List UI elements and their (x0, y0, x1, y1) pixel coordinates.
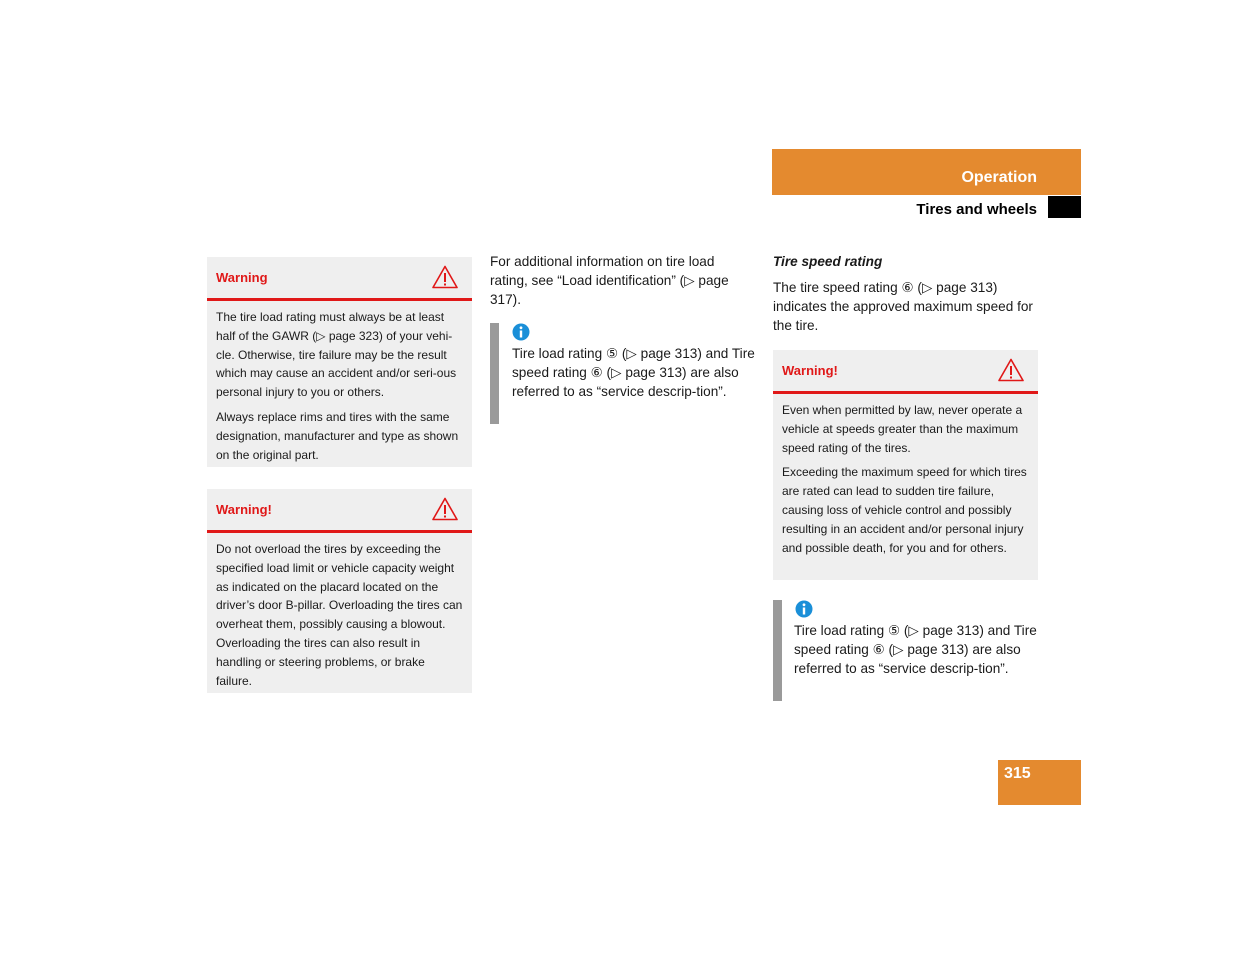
warning-title: Warning (216, 270, 268, 285)
warning-paragraph: Always replace rims and tires with the same designation, manufacturer and type as shown on the original part. (216, 409, 459, 462)
warning-paragraph: Do not overload the tires by exceeding the specified load limit or vehicle capacity weight as indicated on the placard located on the driver’s door B-pillar. Overloading the tires can overheat them, possibly causing a blowout. Overloading the tires can also result in handling or steering problems, or brake failure. (216, 542, 463, 688)
info-icon (512, 323, 530, 341)
warning-paragraph: Even when permitted by law, never operate a vehicle at speeds greater than the maximum speed rating of the tires. (782, 403, 1023, 455)
warning-paragraph: The tire load rating must always be at least half of the GAWR (▷ page 323) of your vehi-cle. Otherwise, tire failure may be the result which may cause an accident and/or seri-ous personal injury to you or others. (216, 310, 457, 400)
section-header-bar (772, 149, 1081, 195)
subsection-title: Tires and wheels (916, 201, 1037, 218)
load-identification-text: For additional information on tire load rating, see “Load identification” (▷ page 317). (490, 254, 729, 307)
info-text: Tire load rating ⑤ (▷ page 313) and Tire speed rating ⑥ (▷ page 313) are also referred to as “service descrip-tion”. (512, 346, 755, 399)
warning-paragraph: Exceeding the maximum speed for which tires are rated can lead to sudden tire failure, causing loss of vehicle control and possibly resulting in an accident and/or personal injury and possible death, for you and for others. (782, 465, 1027, 555)
section-title: Operation (961, 169, 1037, 186)
warning-title: Warning! (782, 363, 838, 378)
warning-header (207, 257, 472, 301)
page-number-box (998, 760, 1081, 805)
warning-header (207, 489, 472, 533)
warning-body (207, 533, 472, 696)
warning-triangle-icon (432, 265, 458, 289)
info-icon (795, 600, 813, 618)
warning-title: Warning! (216, 502, 272, 517)
warning-box-load-rating (207, 257, 472, 467)
tire-speed-rating-text: The tire speed rating ⑥ (▷ page 313) indicates the approved maximum speed for the tire. (773, 280, 1033, 333)
info-box-service-description (773, 600, 1038, 701)
tire-speed-rating-heading: Tire speed rating (773, 254, 883, 269)
warning-body (773, 394, 1038, 563)
warning-body (207, 301, 472, 470)
info-text: Tire load rating ⑤ (▷ page 313) and Tire speed rating ⑥ (▷ page 313) are also referred to as “service descrip-tion”. (794, 623, 1037, 676)
warning-header (773, 350, 1038, 394)
subsection-marker (1048, 196, 1081, 218)
warning-box-overload (207, 489, 472, 693)
page-number: 315 (1004, 765, 1031, 782)
info-bar (490, 323, 499, 424)
warning-triangle-icon (432, 497, 458, 521)
info-box-service-description (490, 323, 755, 424)
info-bar (773, 600, 782, 701)
warning-box-speed (773, 350, 1038, 580)
warning-triangle-icon (998, 358, 1024, 382)
